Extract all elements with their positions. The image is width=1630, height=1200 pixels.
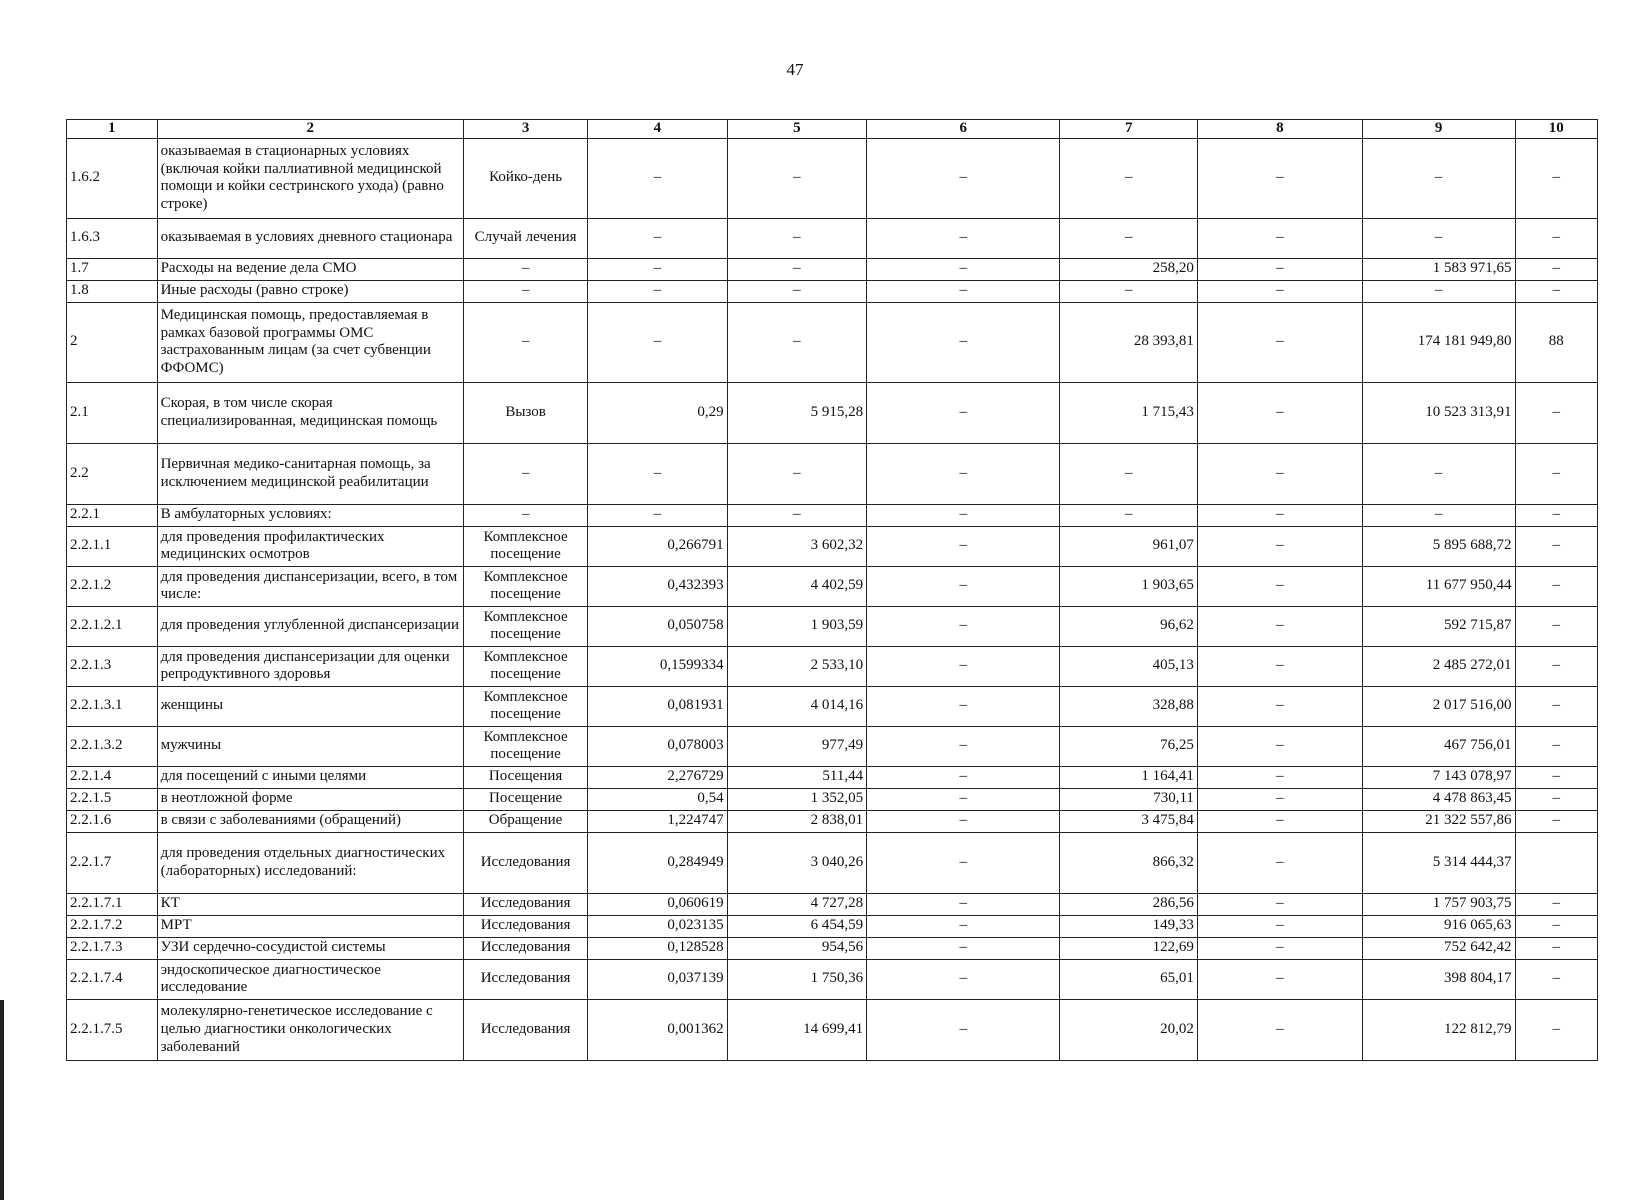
- table-cell-col-3: Посещение: [463, 788, 587, 810]
- column-header-6: 6: [867, 120, 1060, 139]
- table-cell-col-7: 149,33: [1060, 915, 1197, 937]
- table-cell-col-1: 1.6.3: [67, 218, 158, 258]
- table-cell-col-5: 1 750,36: [727, 959, 866, 999]
- table-cell-col-8: –: [1197, 606, 1362, 646]
- table-row: [67, 999, 1598, 1060]
- table-cell-col-5: 4 014,16: [727, 686, 866, 726]
- table-cell-col-1: 2.2.1.5: [67, 788, 158, 810]
- table-cell-col-8: –: [1197, 726, 1362, 766]
- table-cell-col-10: –: [1515, 959, 1598, 999]
- table-cell-col-6: –: [867, 915, 1060, 937]
- table-cell-col-6: –: [867, 686, 1060, 726]
- table-cell-col-10: –: [1515, 999, 1598, 1060]
- table-cell-col-3: Посещения: [463, 766, 587, 788]
- table-cell-col-7: 3 475,84: [1060, 810, 1197, 832]
- table-cell-col-2: для проведения диспансеризации для оценки репродуктивного здоровья: [157, 646, 463, 686]
- table-cell-col-5: 2 533,10: [727, 646, 866, 686]
- table-cell-col-6: –: [867, 893, 1060, 915]
- table-cell-col-10: –: [1515, 937, 1598, 959]
- table-cell-col-7: 96,62: [1060, 606, 1197, 646]
- table-cell-col-1: 2.2.1.3.1: [67, 686, 158, 726]
- table-cell-col-6: –: [867, 443, 1060, 504]
- table-cell-col-2: оказываемая в стационарных условиях (включая койки паллиативной медицинской помощи и койки сестринского ухода) (равно строке): [157, 138, 463, 218]
- table-cell-col-9: 916 065,63: [1362, 915, 1515, 937]
- table-cell-col-8: –: [1197, 959, 1362, 999]
- table-cell-col-8: –: [1197, 218, 1362, 258]
- table-cell-col-4: 1,224747: [588, 810, 727, 832]
- table-cell-col-4: 0,1599334: [588, 646, 727, 686]
- table-cell-col-3: Случай лечения: [463, 218, 587, 258]
- table-cell-col-4: 0,128528: [588, 937, 727, 959]
- table-cell-col-9: 467 756,01: [1362, 726, 1515, 766]
- table-cell-col-2: молекулярно-генетическое исследование с целью диагностики онкологических заболеваний: [157, 999, 463, 1060]
- table-cell-col-3: Обращение: [463, 810, 587, 832]
- table-cell-col-7: 1 903,65: [1060, 566, 1197, 606]
- table-cell-col-9: –: [1362, 504, 1515, 526]
- table-row: [67, 686, 1598, 726]
- column-header-2: 2: [157, 120, 463, 139]
- table-cell-col-5: 511,44: [727, 766, 866, 788]
- table-cell-col-4: 0,266791: [588, 526, 727, 566]
- table-cell-col-1: 2.2.1: [67, 504, 158, 526]
- table-cell-col-4: –: [588, 302, 727, 382]
- table-row: [67, 959, 1598, 999]
- table-cell-col-7: 405,13: [1060, 646, 1197, 686]
- table-cell-col-5: 1 352,05: [727, 788, 866, 810]
- table-cell-col-2: КТ: [157, 893, 463, 915]
- table-cell-col-1: 2.2.1.1: [67, 526, 158, 566]
- table-cell-col-1: 2.2: [67, 443, 158, 504]
- table-cell-col-4: –: [588, 443, 727, 504]
- table-cell-col-5: 1 903,59: [727, 606, 866, 646]
- table-cell-col-3: Исследования: [463, 915, 587, 937]
- table-cell-col-2: МРТ: [157, 915, 463, 937]
- table-cell-col-7: 1 715,43: [1060, 382, 1197, 443]
- table-cell-col-6: –: [867, 526, 1060, 566]
- table-cell-col-1: 1.8: [67, 280, 158, 302]
- table-cell-col-4: –: [588, 258, 727, 280]
- table-cell-col-7: 28 393,81: [1060, 302, 1197, 382]
- table-row: [67, 915, 1598, 937]
- table-cell-col-9: 11 677 950,44: [1362, 566, 1515, 606]
- table-cell-col-9: 1 583 971,65: [1362, 258, 1515, 280]
- table-cell-col-4: 0,023135: [588, 915, 727, 937]
- table-cell-col-6: –: [867, 258, 1060, 280]
- table-cell-col-8: –: [1197, 893, 1362, 915]
- table-cell-col-10: –: [1515, 138, 1598, 218]
- table-cell-col-10: 88: [1515, 302, 1598, 382]
- table-row: [67, 832, 1598, 893]
- column-header-9: 9: [1362, 120, 1515, 139]
- table-row: [67, 937, 1598, 959]
- table-cell-col-5: 4 727,28: [727, 893, 866, 915]
- table-cell-col-5: –: [727, 138, 866, 218]
- table-cell-col-1: 2.2.1.3: [67, 646, 158, 686]
- table-cell-col-9: –: [1362, 280, 1515, 302]
- table-cell-col-7: 76,25: [1060, 726, 1197, 766]
- table-cell-col-3: –: [463, 504, 587, 526]
- table-cell-col-9: 2 017 516,00: [1362, 686, 1515, 726]
- table-cell-col-8: –: [1197, 280, 1362, 302]
- table-cell-col-4: –: [588, 218, 727, 258]
- table-cell-col-6: –: [867, 999, 1060, 1060]
- table-cell-col-6: –: [867, 504, 1060, 526]
- header-row: [67, 120, 1598, 139]
- table-cell-col-1: 2.2.1.4: [67, 766, 158, 788]
- table-cell-col-8: –: [1197, 646, 1362, 686]
- table-cell-col-8: –: [1197, 302, 1362, 382]
- table-cell-col-8: –: [1197, 766, 1362, 788]
- table-cell-col-8: –: [1197, 832, 1362, 893]
- table-cell-col-10: –: [1515, 258, 1598, 280]
- table-cell-col-2: в неотложной форме: [157, 788, 463, 810]
- table-cell-col-8: –: [1197, 504, 1362, 526]
- table-cell-col-6: –: [867, 280, 1060, 302]
- table-cell-col-4: 2,276729: [588, 766, 727, 788]
- table-cell-col-2: Скорая, в том числе скорая специализированная, медицинская помощь: [157, 382, 463, 443]
- table-cell-col-1: 2.2.1.2.1: [67, 606, 158, 646]
- table-cell-col-2: женщины: [157, 686, 463, 726]
- table-cell-col-6: –: [867, 959, 1060, 999]
- column-header-1: 1: [67, 120, 158, 139]
- table-cell-col-7: 65,01: [1060, 959, 1197, 999]
- table-cell-col-10: –: [1515, 382, 1598, 443]
- table-cell-col-1: 1.6.2: [67, 138, 158, 218]
- table-cell-col-1: 2.2.1.3.2: [67, 726, 158, 766]
- table-cell-col-10: –: [1515, 606, 1598, 646]
- table-row: [67, 606, 1598, 646]
- table-cell-col-3: Исследования: [463, 893, 587, 915]
- table-row: [67, 302, 1598, 382]
- table-row: [67, 893, 1598, 915]
- table-cell-col-3: Вызов: [463, 382, 587, 443]
- table-cell-col-5: –: [727, 302, 866, 382]
- table-row: [67, 810, 1598, 832]
- table-cell-col-7: 286,56: [1060, 893, 1197, 915]
- table-cell-col-6: –: [867, 726, 1060, 766]
- table-cell-col-5: –: [727, 258, 866, 280]
- table-cell-col-9: 174 181 949,80: [1362, 302, 1515, 382]
- table-cell-col-8: –: [1197, 999, 1362, 1060]
- table-row: [67, 646, 1598, 686]
- table-cell-col-10: –: [1515, 810, 1598, 832]
- column-header-3: 3: [463, 120, 587, 139]
- table-cell-col-10: –: [1515, 280, 1598, 302]
- table-cell-col-2: Медицинская помощь, предоставляемая в рамках базовой программы ОМС застрахованным лицам (за счет субвенции ФФОМС): [157, 302, 463, 382]
- table-row: [67, 566, 1598, 606]
- table-cell-col-3: Комплексное посещение: [463, 686, 587, 726]
- table-cell-col-3: –: [463, 258, 587, 280]
- table-cell-col-1: 2.1: [67, 382, 158, 443]
- table-cell-col-7: 328,88: [1060, 686, 1197, 726]
- table-cell-col-5: 14 699,41: [727, 999, 866, 1060]
- table-cell-col-10: –: [1515, 218, 1598, 258]
- table-cell-col-7: 122,69: [1060, 937, 1197, 959]
- table-cell-col-5: 5 915,28: [727, 382, 866, 443]
- table-cell-col-10: –: [1515, 686, 1598, 726]
- table-cell-col-7: –: [1060, 218, 1197, 258]
- table-cell-col-1: 1.7: [67, 258, 158, 280]
- table-cell-col-8: –: [1197, 915, 1362, 937]
- table-cell-col-8: –: [1197, 566, 1362, 606]
- table-cell-col-7: 730,11: [1060, 788, 1197, 810]
- table-cell-col-10: –: [1515, 526, 1598, 566]
- table-cell-col-5: 977,49: [727, 726, 866, 766]
- table-cell-col-10: –: [1515, 504, 1598, 526]
- table-cell-col-5: 3 602,32: [727, 526, 866, 566]
- table-cell-col-1: 2.2.1.7: [67, 832, 158, 893]
- table-cell-col-7: –: [1060, 280, 1197, 302]
- table-cell-col-5: 4 402,59: [727, 566, 866, 606]
- table-cell-col-2: для проведения отдельных диагностических (лабораторных) исследований:: [157, 832, 463, 893]
- table-row: [67, 504, 1598, 526]
- table-cell-col-3: Комплексное посещение: [463, 566, 587, 606]
- table-cell-col-3: Исследования: [463, 937, 587, 959]
- table-cell-col-10: –: [1515, 893, 1598, 915]
- table-row: [67, 726, 1598, 766]
- table-cell-col-10: –: [1515, 646, 1598, 686]
- table-cell-col-10: –: [1515, 566, 1598, 606]
- table-row: [67, 382, 1598, 443]
- table-cell-col-10: –: [1515, 915, 1598, 937]
- table-cell-col-1: 2.2.1.2: [67, 566, 158, 606]
- table-row: [67, 258, 1598, 280]
- table-cell-col-3: –: [463, 280, 587, 302]
- table-row: [67, 443, 1598, 504]
- table-cell-col-9: –: [1362, 138, 1515, 218]
- table-cell-col-9: 122 812,79: [1362, 999, 1515, 1060]
- table-cell-col-6: –: [867, 302, 1060, 382]
- table-cell-col-2: оказываемая в условиях дневного стационара: [157, 218, 463, 258]
- table-cell-col-9: 21 322 557,86: [1362, 810, 1515, 832]
- table-cell-col-1: 2: [67, 302, 158, 382]
- table-cell-col-2: В амбулаторных условиях:: [157, 504, 463, 526]
- table-cell-col-8: –: [1197, 788, 1362, 810]
- table-cell-col-2: УЗИ сердечно-сосудистой системы: [157, 937, 463, 959]
- table-cell-col-1: 2.2.1.6: [67, 810, 158, 832]
- scan-edge-mark: [0, 1000, 4, 1200]
- table-cell-col-4: –: [588, 280, 727, 302]
- table-cell-col-1: 2.2.1.7.3: [67, 937, 158, 959]
- table-cell-col-3: Исследования: [463, 999, 587, 1060]
- table-cell-col-5: 2 838,01: [727, 810, 866, 832]
- table-cell-col-8: –: [1197, 686, 1362, 726]
- table-cell-col-4: –: [588, 138, 727, 218]
- table-cell-col-4: 0,001362: [588, 999, 727, 1060]
- table-cell-col-6: –: [867, 937, 1060, 959]
- table-cell-col-7: –: [1060, 443, 1197, 504]
- table-cell-col-6: –: [867, 382, 1060, 443]
- table-cell-col-4: 0,037139: [588, 959, 727, 999]
- table-cell-col-3: –: [463, 443, 587, 504]
- table-cell-col-1: 2.2.1.7.5: [67, 999, 158, 1060]
- table-cell-col-5: –: [727, 443, 866, 504]
- table-cell-col-9: 5 895 688,72: [1362, 526, 1515, 566]
- table-cell-col-7: 866,32: [1060, 832, 1197, 893]
- table-cell-col-4: 0,050758: [588, 606, 727, 646]
- table-cell-col-1: 2.2.1.7.4: [67, 959, 158, 999]
- table-cell-col-5: 954,56: [727, 937, 866, 959]
- column-header-7: 7: [1060, 120, 1197, 139]
- table-cell-col-3: –: [463, 302, 587, 382]
- table-cell-col-10: –: [1515, 443, 1598, 504]
- table-cell-col-2: эндоскопическое диагностическое исследование: [157, 959, 463, 999]
- table-row: [67, 280, 1598, 302]
- table-cell-col-3: Комплексное посещение: [463, 526, 587, 566]
- table-cell-col-10: [1515, 832, 1598, 893]
- table-cell-col-2: мужчины: [157, 726, 463, 766]
- table-cell-col-10: –: [1515, 726, 1598, 766]
- table-cell-col-9: 1 757 903,75: [1362, 893, 1515, 915]
- table-cell-col-1: 2.2.1.7.2: [67, 915, 158, 937]
- table-cell-col-7: 20,02: [1060, 999, 1197, 1060]
- table-cell-col-8: –: [1197, 810, 1362, 832]
- table-cell-col-6: –: [867, 810, 1060, 832]
- column-header-5: 5: [727, 120, 866, 139]
- table-row: [67, 766, 1598, 788]
- table-cell-col-3: Комплексное посещение: [463, 726, 587, 766]
- table-cell-col-6: –: [867, 766, 1060, 788]
- table-cell-col-4: 0,29: [588, 382, 727, 443]
- table-cell-col-2: Иные расходы (равно строке): [157, 280, 463, 302]
- table-cell-col-9: –: [1362, 443, 1515, 504]
- page-number: 47: [786, 60, 804, 79]
- table-cell-col-10: –: [1515, 766, 1598, 788]
- table-cell-col-5: 3 040,26: [727, 832, 866, 893]
- table-cell-col-9: 752 642,42: [1362, 937, 1515, 959]
- table-cell-col-7: –: [1060, 504, 1197, 526]
- table-cell-col-9: 4 478 863,45: [1362, 788, 1515, 810]
- table-cell-col-9: 7 143 078,97: [1362, 766, 1515, 788]
- table-cell-col-2: для посещений с иными целями: [157, 766, 463, 788]
- data-table: [66, 119, 1598, 1061]
- table-cell-col-5: –: [727, 504, 866, 526]
- table-body: [67, 138, 1598, 1060]
- column-header-10: 10: [1515, 120, 1598, 139]
- table-row: [67, 526, 1598, 566]
- table-cell-col-6: –: [867, 646, 1060, 686]
- table-cell-col-8: –: [1197, 443, 1362, 504]
- table-cell-col-9: 5 314 444,37: [1362, 832, 1515, 893]
- table-cell-col-4: 0,54: [588, 788, 727, 810]
- table-cell-col-8: –: [1197, 382, 1362, 443]
- table-cell-col-9: 592 715,87: [1362, 606, 1515, 646]
- table-cell-col-6: –: [867, 566, 1060, 606]
- table-cell-col-2: Расходы на ведение дела СМО: [157, 258, 463, 280]
- table-cell-col-3: Комплексное посещение: [463, 606, 587, 646]
- table-cell-col-3: Койко-день: [463, 138, 587, 218]
- table-cell-col-10: –: [1515, 788, 1598, 810]
- table-cell-col-1: 2.2.1.7.1: [67, 893, 158, 915]
- table-cell-col-6: –: [867, 218, 1060, 258]
- table-cell-col-2: в связи с заболеваниями (обращений): [157, 810, 463, 832]
- table-cell-col-5: 6 454,59: [727, 915, 866, 937]
- table-cell-col-5: –: [727, 280, 866, 302]
- table-cell-col-3: Исследования: [463, 832, 587, 893]
- table-cell-col-9: –: [1362, 218, 1515, 258]
- column-header-4: 4: [588, 120, 727, 139]
- table-cell-col-6: –: [867, 832, 1060, 893]
- table-cell-col-4: 0,284949: [588, 832, 727, 893]
- table-cell-col-4: 0,081931: [588, 686, 727, 726]
- table-cell-col-3: Комплексное посещение: [463, 646, 587, 686]
- table-cell-col-7: –: [1060, 138, 1197, 218]
- table-cell-col-4: –: [588, 504, 727, 526]
- table-cell-col-6: –: [867, 606, 1060, 646]
- table-cell-col-7: 258,20: [1060, 258, 1197, 280]
- table-cell-col-4: 0,432393: [588, 566, 727, 606]
- table-cell-col-5: –: [727, 218, 866, 258]
- table-cell-col-7: 961,07: [1060, 526, 1197, 566]
- table-cell-col-7: 1 164,41: [1060, 766, 1197, 788]
- table-row: [67, 218, 1598, 258]
- column-header-8: 8: [1197, 120, 1362, 139]
- table-cell-col-8: –: [1197, 138, 1362, 218]
- table-cell-col-9: 10 523 313,91: [1362, 382, 1515, 443]
- table-cell-col-9: 2 485 272,01: [1362, 646, 1515, 686]
- table-row: [67, 138, 1598, 218]
- table-cell-col-6: –: [867, 788, 1060, 810]
- table-cell-col-8: –: [1197, 937, 1362, 959]
- table-cell-col-4: 0,060619: [588, 893, 727, 915]
- table-cell-col-2: Первичная медико-санитарная помощь, за исключением медицинской реабилитации: [157, 443, 463, 504]
- table-cell-col-8: –: [1197, 526, 1362, 566]
- table-cell-col-9: 398 804,17: [1362, 959, 1515, 999]
- table-cell-col-3: Исследования: [463, 959, 587, 999]
- table-cell-col-2: для проведения углубленной диспансеризации: [157, 606, 463, 646]
- table-row: [67, 788, 1598, 810]
- table-cell-col-2: для проведения диспансеризации, всего, в том числе:: [157, 566, 463, 606]
- table-cell-col-2: для проведения профилактических медицинских осмотров: [157, 526, 463, 566]
- table-cell-col-6: –: [867, 138, 1060, 218]
- table-cell-col-8: –: [1197, 258, 1362, 280]
- table-cell-col-4: 0,078003: [588, 726, 727, 766]
